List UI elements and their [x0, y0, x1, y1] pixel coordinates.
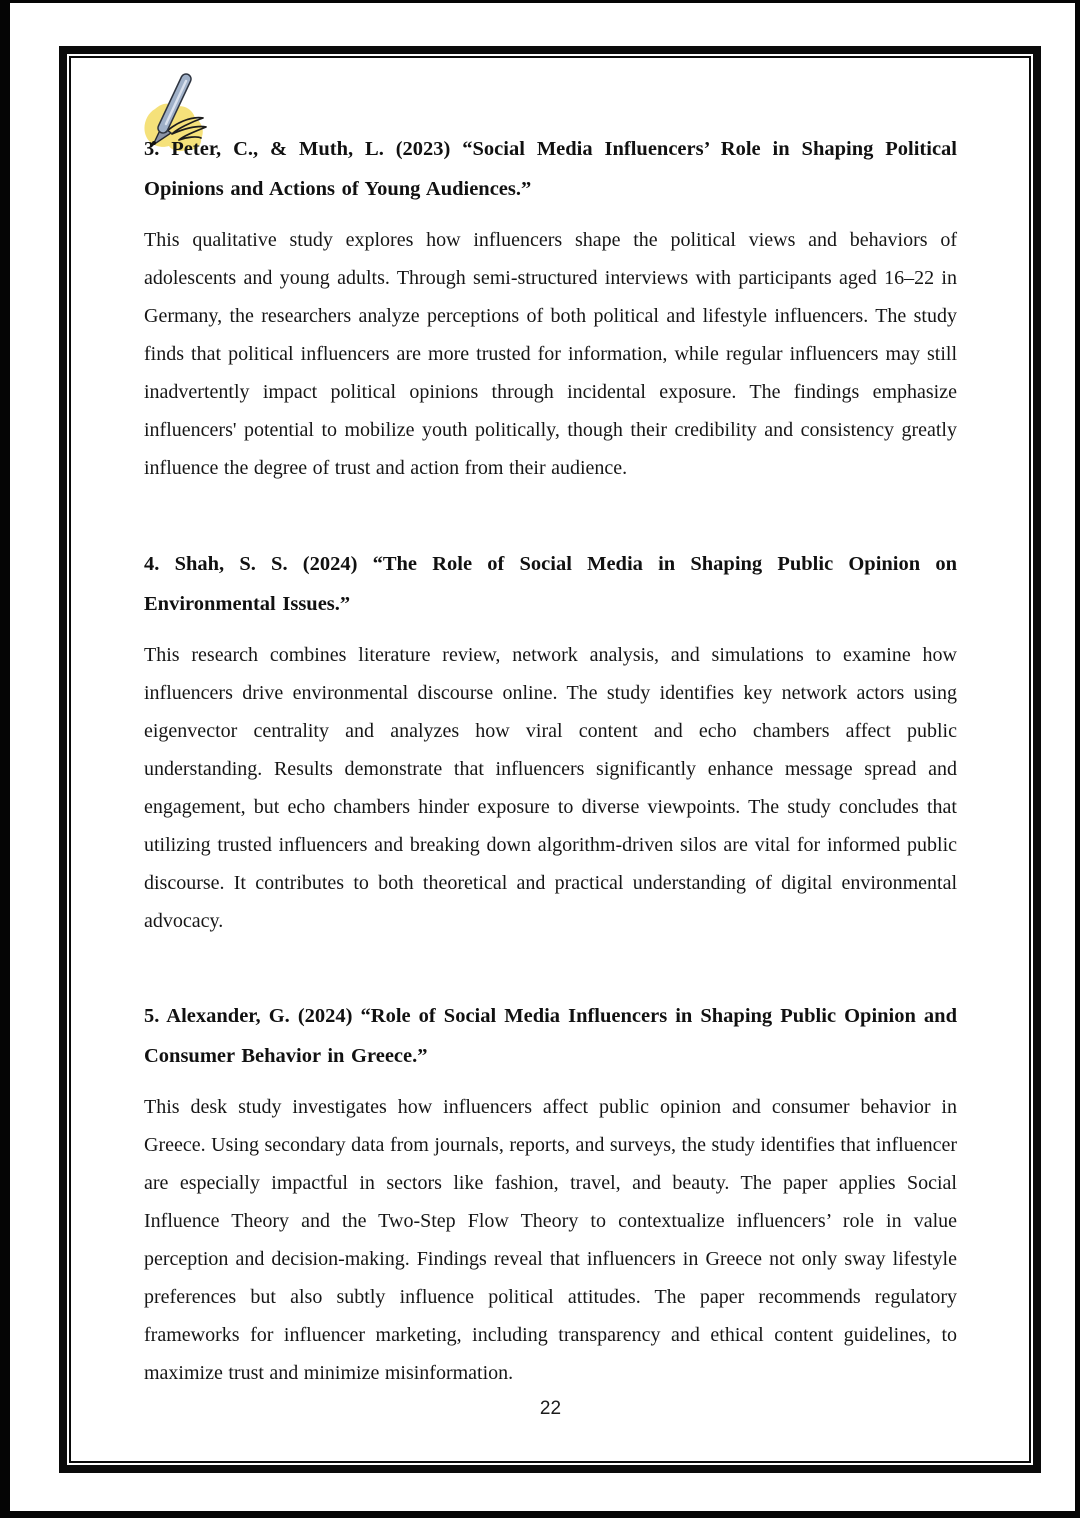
reference-summary-4: This research combines literature review, network analysis, and simulations to examine how influencers drive environmental discourse online. The study identifies key network actors using eigenvector centrality and analyzes how viral content and echo chambers affect public understanding. Results demonstrate that influencers significantly enhance message spread and engagement, but echo chambers hinder exposure to diverse viewpoints. The study concludes that utilizing trusted influencers and breaking down algorithm-driven silos are vital for informed public discourse. It contributes to both theoretical and practical understanding of digital environmental advocacy. [144, 644, 957, 932]
page-number: 22 [539, 1398, 562, 1419]
reference-heading-3: 3. Peter, C., & Muth, L. (2023) “Social Media Influencers’ Role in Shaping Political Opinions and Actions of Young Audiences.” [144, 138, 957, 200]
reference-heading-5: 5. Alexander, G. (2024) “Role of Social Media Influencers in Shaping Public Opinion and Consumer Behavior in Greece.” [144, 1005, 957, 1067]
reference-summary-5: This desk study investigates how influencers affect public opinion and consumer behavior in Greece. Using secondary data from journals, reports, and surveys, the study identifies that influencer are especially impactful in sectors like fashion, travel, and beauty. The paper applies Social Influence Theory and the Two-Step Flow Theory to contextualize influencers’ role in value perception and decision-making. Findings reveal that influencers in Greece not only sway lifestyle preferences but also subtly influence political attitudes. The paper recommends regulatory frameworks for influencer marketing, including transparency and ethical content guidelines, to maximize trust and minimize misinformation. [144, 1096, 957, 1384]
reference-heading-4: 4. Shah, S. S. (2024) “The Role of Social Media in Shaping Public Opinion on Environmental Issues.” [144, 553, 957, 615]
document-page [10, 3, 1075, 1511]
reference-summary-3: This qualitative study explores how influencers shape the political views and behaviors of adolescents and young adults. Through semi-structured interviews with participants aged 16–22 in Germany, the researchers analyze perceptions of both political and lifestyle influencers. The study finds that political influencers are more trusted for information, while regular influencers may still inadvertently impact political opinions through incidental exposure. The findings emphasize influencers' potential to mobilize youth politically, though their credibility and consistency greatly influence the degree of trust and action from their audience. [144, 229, 957, 479]
